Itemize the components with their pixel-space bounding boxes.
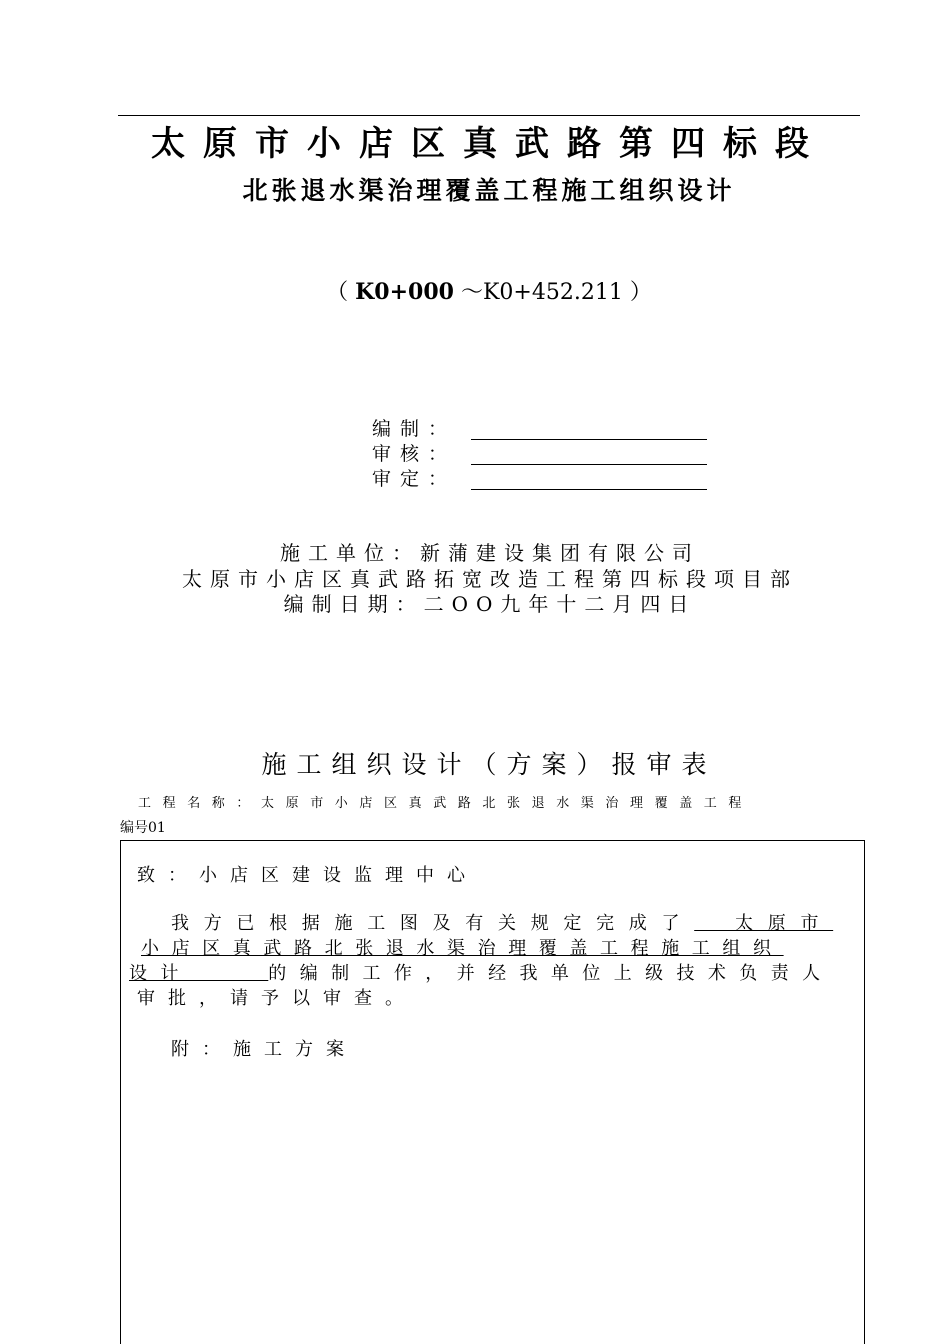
body-line-3-text: 的编制工作，并经我单位上级技术负责人 [268,963,834,984]
construction-unit: 施工单位：新蒲建设集团有限公司 [280,541,700,565]
document-number: 编号01 [120,820,166,836]
top-rule [118,115,860,116]
signature-blank-line [471,439,707,440]
body-line-1 [171,912,833,936]
body-line-3-underlined: 设计 [129,963,269,984]
project-department: 太原市小店区真武路拓宽改造工程第四标段项目部 [182,567,798,591]
stake-open-paren: （ [326,280,349,305]
compile-date: 编制日期：二OO九年十二月四日 [283,592,697,616]
body-line-2: 小店区真武路北张退水渠治理覆盖工程施工组织 [141,938,784,959]
stake-close-paren: ） [629,280,652,305]
signature-row-approve [372,467,712,492]
signature-label: 审定： [372,468,457,490]
stake-separator: ～ [453,280,483,305]
signature-blank-line [471,489,707,490]
form-title: 施工组织设计（方案）报审表 [261,750,717,779]
project-name: 工程名称：太原市小店区真武路北张退水渠治理覆盖工程 [138,796,754,811]
signature-blank-line [471,464,707,465]
addressee: 致：小店区建设监理中心 [137,865,478,886]
body-line-4: 审批，请予以审查。 [137,988,416,1009]
stake-end: K0+452.211 [482,280,623,305]
signature-label: 审核： [372,443,457,465]
stake-start: K0+000 [355,279,454,305]
attachment-line: 附：施工方案 [171,1039,357,1060]
cover-title-line-2: 北张退水渠治理覆盖工程施工组织设计 [242,176,736,205]
signature-row-review [372,442,712,467]
signature-row-compile [372,417,712,442]
signature-label: 编制： [372,418,457,440]
body-line-1-text: 我方已根据施工图及有关规定完成了 [171,913,695,934]
form-box [120,840,865,1344]
body-line-1-underlined: 太原市 [694,913,834,934]
cover-title-line-1: 太原市小店区真武路第四标段 [151,124,827,164]
stake-range [118,276,860,309]
body-line-3 [129,962,834,986]
